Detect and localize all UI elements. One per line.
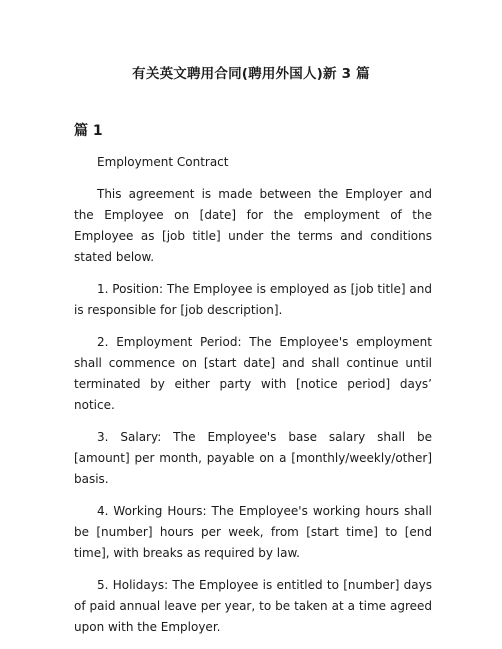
document-body [74,152,432,649]
contract-heading: Employment Contract [97,155,229,169]
clause-position: 1. Position: The Employee is employed as [job title] and is responsible for [job description]. [74,282,432,317]
section-heading: 篇 1 [74,123,103,139]
clause-working-hours: 4. Working Hours: The Employee's working hours shall be [number] hours per week, from [start time] to [end time], with breaks as required by law. [74,504,432,560]
intro-paragraph: This agreement is made between the Employer and the Employee on [date] for the employment of the Employee as [job title] under the terms and conditions stated below. [74,187,432,264]
document-title: 有关英文聘用合同(聘用外国人)新 3 篇 [132,66,370,82]
clause-employment-period: 2. Employment Period: The Employee's employment shall commence on [start date] and shall continue until terminated by either party with [notice period] days’ notice. [74,335,432,412]
clause-holidays: 5. Holidays: The Employee is entitled to [number] days of paid annual leave per year, to be taken at a time agreed upon with the Employer. [74,578,432,634]
clause-salary: 3. Salary: The Employee's base salary shall be [amount] per month, payable on a [monthly/weekly/other] basis. [74,430,432,486]
